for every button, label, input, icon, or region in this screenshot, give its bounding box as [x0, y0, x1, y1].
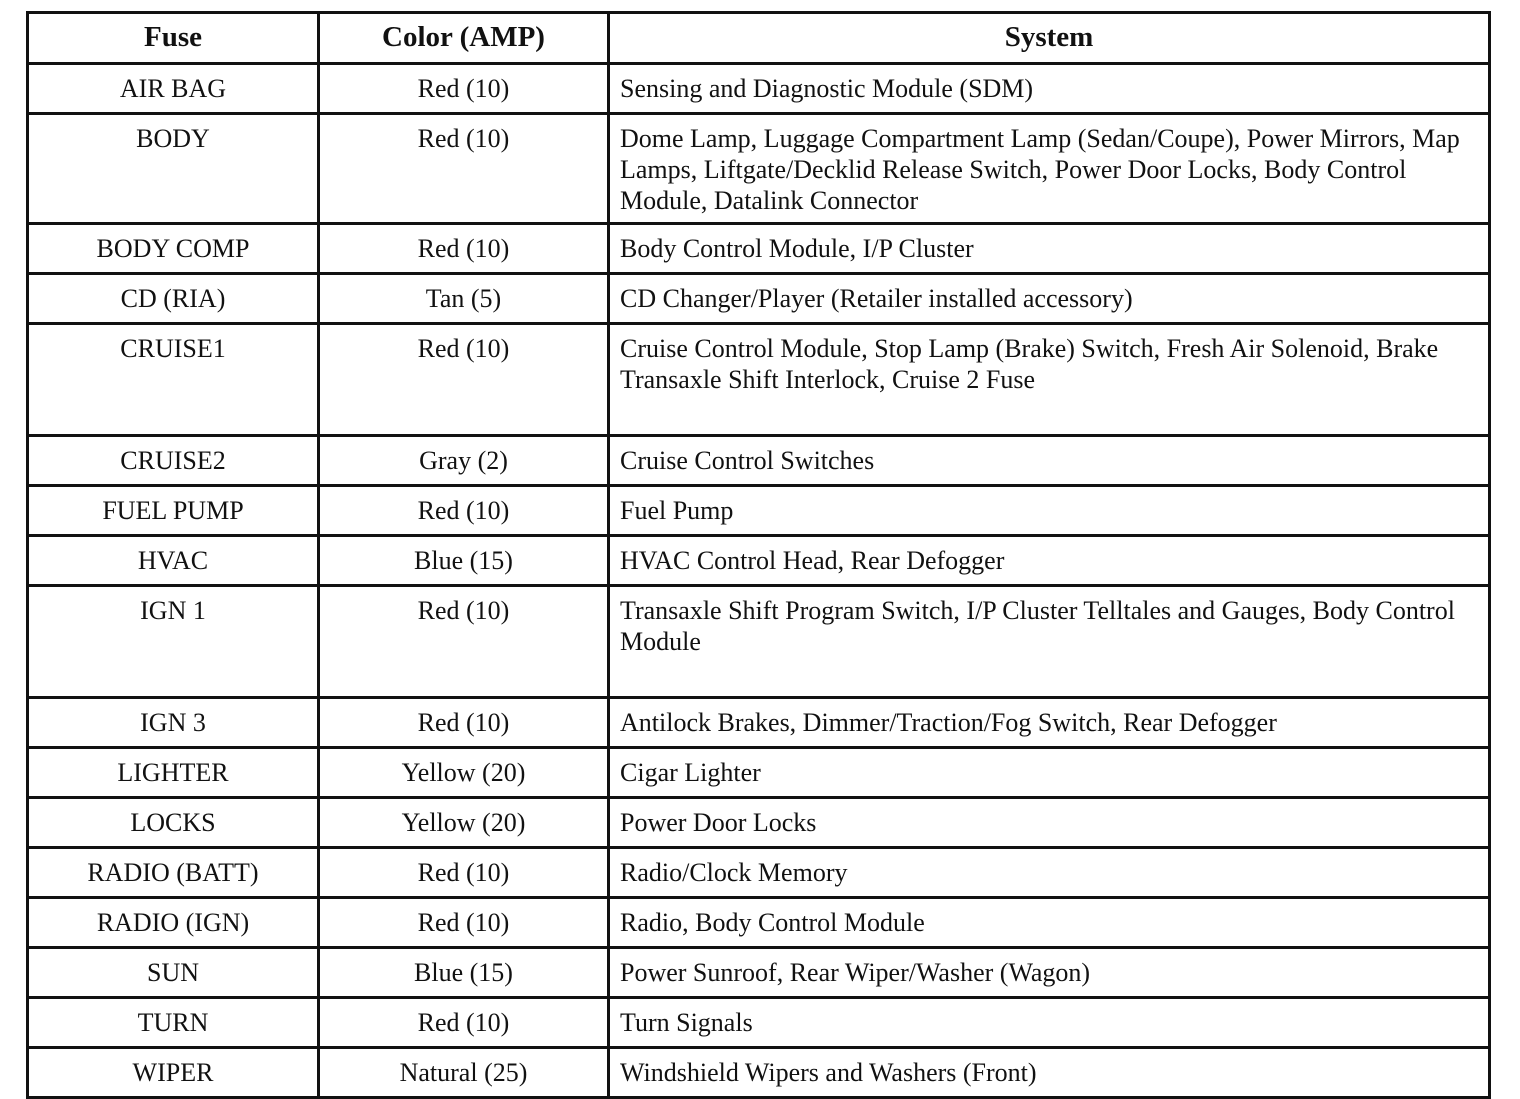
table-row — [28, 898, 1490, 948]
system-cell: Power Door Locks — [609, 798, 1490, 848]
system-cell: CD Changer/Player (Retailer installed accessory) — [609, 274, 1490, 324]
fuse-cell: TURN — [28, 998, 319, 1048]
table-row — [28, 324, 1490, 436]
table-row — [28, 998, 1490, 1048]
color-cell: Red (10) — [319, 324, 609, 436]
table-row — [28, 486, 1490, 536]
system-cell: Cigar Lighter — [609, 748, 1490, 798]
color-cell: Red (10) — [319, 848, 609, 898]
fuse-cell: CRUISE2 — [28, 436, 319, 486]
system-cell: Transaxle Shift Program Switch, I/P Cluster Telltales and Gauges, Body Control Module — [609, 586, 1490, 698]
color-cell: Red (10) — [319, 998, 609, 1048]
fuse-cell: AIR BAG — [28, 64, 319, 114]
fuse-cell: BODY COMP — [28, 224, 319, 274]
system-cell: Radio, Body Control Module — [609, 898, 1490, 948]
system-cell: Radio/Clock Memory — [609, 848, 1490, 898]
color-cell: Gray (2) — [319, 436, 609, 486]
system-cell: Power Sunroof, Rear Wiper/Washer (Wagon) — [609, 948, 1490, 998]
color-cell: Red (10) — [319, 64, 609, 114]
color-cell: Red (10) — [319, 898, 609, 948]
table-row — [28, 1048, 1490, 1098]
fuse-cell: LIGHTER — [28, 748, 319, 798]
color-cell: Red (10) — [319, 586, 609, 698]
color-cell: Tan (5) — [319, 274, 609, 324]
system-cell: Turn Signals — [609, 998, 1490, 1048]
table-row — [28, 848, 1490, 898]
fuse-cell: RADIO (BATT) — [28, 848, 319, 898]
column-header-fuse: Fuse — [28, 13, 319, 64]
table-row — [28, 586, 1490, 698]
fuse-cell: IGN 3 — [28, 698, 319, 748]
color-cell: Blue (15) — [319, 536, 609, 586]
fuse-cell: WIPER — [28, 1048, 319, 1098]
table-row — [28, 698, 1490, 748]
table-row — [28, 64, 1490, 114]
system-cell: Cruise Control Module, Stop Lamp (Brake) Switch, Fresh Air Solenoid, Brake Transaxle Shift Interlock, Cruise 2 Fuse — [609, 324, 1490, 436]
table-row — [28, 536, 1490, 586]
column-header-system: System — [609, 13, 1490, 64]
fuse-cell: LOCKS — [28, 798, 319, 848]
system-cell: Fuel Pump — [609, 486, 1490, 536]
fuse-cell: CD (RIA) — [28, 274, 319, 324]
fuse-cell: CRUISE1 — [28, 324, 319, 436]
fuse-cell: FUEL PUMP — [28, 486, 319, 536]
color-cell: Red (10) — [319, 224, 609, 274]
color-cell: Blue (15) — [319, 948, 609, 998]
fuse-table — [26, 11, 1491, 1099]
table-header-row — [28, 13, 1490, 64]
system-cell: Dome Lamp, Luggage Compartment Lamp (Sedan/Coupe), Power Mirrors, Map Lamps, Liftgate/Decklid Release Switch, Power Door Locks, Body Control Module, Datalink Connector — [609, 114, 1490, 224]
color-cell: Natural (25) — [319, 1048, 609, 1098]
color-cell: Red (10) — [319, 698, 609, 748]
system-cell: Windshield Wipers and Washers (Front) — [609, 1048, 1490, 1098]
color-cell: Yellow (20) — [319, 748, 609, 798]
table-row — [28, 436, 1490, 486]
column-header-color: Color (AMP) — [319, 13, 609, 64]
color-cell: Red (10) — [319, 114, 609, 224]
fuse-cell: SUN — [28, 948, 319, 998]
system-cell: Body Control Module, I/P Cluster — [609, 224, 1490, 274]
table-row — [28, 748, 1490, 798]
system-cell: Antilock Brakes, Dimmer/Traction/Fog Switch, Rear Defogger — [609, 698, 1490, 748]
fuse-cell: HVAC — [28, 536, 319, 586]
color-cell: Red (10) — [319, 486, 609, 536]
system-cell: Sensing and Diagnostic Module (SDM) — [609, 64, 1490, 114]
table-row — [28, 224, 1490, 274]
color-cell: Yellow (20) — [319, 798, 609, 848]
table-row — [28, 948, 1490, 998]
system-cell: HVAC Control Head, Rear Defogger — [609, 536, 1490, 586]
table-row — [28, 114, 1490, 224]
table-row — [28, 798, 1490, 848]
fuse-cell: IGN 1 — [28, 586, 319, 698]
system-cell: Cruise Control Switches — [609, 436, 1490, 486]
table-row — [28, 274, 1490, 324]
fuse-cell: RADIO (IGN) — [28, 898, 319, 948]
fuse-cell: BODY — [28, 114, 319, 224]
